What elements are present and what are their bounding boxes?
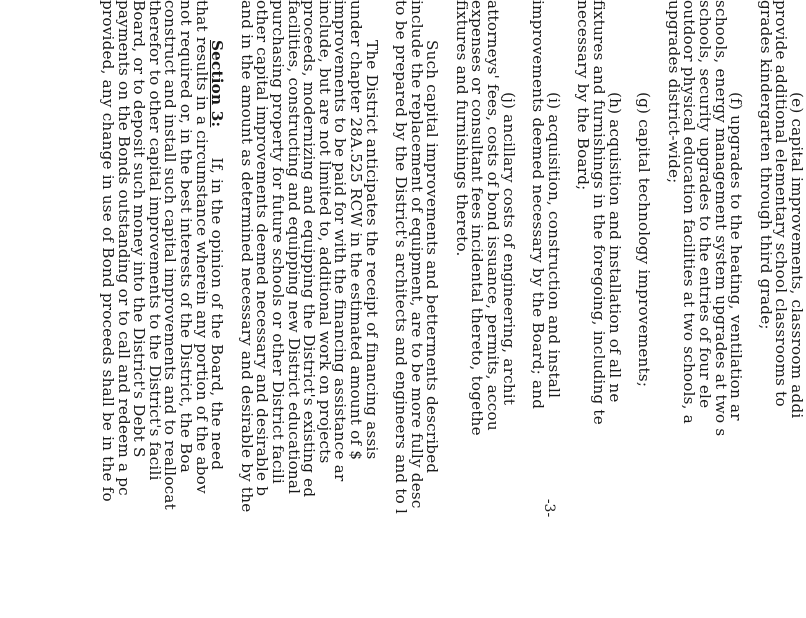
paragraph-i: [530, 0, 561, 618]
text-line: (h) acquisition and installation of all ne: [605, 92, 624, 403]
text-line: other capital improvements deemed necessary and desirable b: [253, 0, 272, 497]
text-line: and in the amount as determined necessary and desirable by the: [237, 0, 256, 513]
text-line: (g) capital technology improvements;: [635, 92, 654, 388]
text-line: Board, or to deposit such money into the District's Debt S: [130, 0, 149, 458]
rotated-text-block: [84, 0, 804, 618]
text-line: necessary by the Board;: [574, 0, 593, 191]
text-line: Such capital improvements and betterments described: [423, 40, 442, 474]
text-line: payments on the Bonds outstanding or to call and redeem a pc: [114, 0, 133, 496]
paragraph-h: [575, 0, 622, 618]
text-line: schools, security upgrades to the entries of four ele: [696, 0, 715, 409]
text-line: include the replacement of equipment, are to be more fully desc: [407, 0, 426, 509]
text-line: construct and install such capital improvements and to reallocat: [161, 0, 180, 510]
page-number: -3-: [541, 498, 558, 518]
section-3: [99, 0, 227, 618]
text-line: (f) upgrades to the heating, ventilation ar: [727, 92, 746, 421]
text-line: (e) capital improvements, classroom addi: [788, 92, 806, 419]
paragraph-f: [664, 0, 746, 618]
text-line: therefor to other capital improvements to the District's facili: [145, 0, 164, 481]
text-line: If, in the opinion of the Board, the need: [208, 157, 227, 471]
text-line: (i) acquisition, construction and install: [544, 92, 563, 399]
paragraph-e: [757, 0, 804, 618]
text-line: provide additional elementary school classrooms to: [772, 0, 791, 407]
text-line: provided, any change in use of Bond proceeds shall be in the fo: [99, 0, 118, 502]
text-line: outdoor physical education facilities at two schools, a: [680, 0, 699, 424]
text-line: facilities, constructing and equipping new District educational: [284, 0, 303, 495]
text-line: fixtures and furnishings thereto.: [452, 0, 471, 257]
text-line: that results in a circumstance wherein any portion of the abov: [192, 0, 211, 494]
paragraph-j: [452, 0, 518, 618]
text-line: include, but are not limited to, additional work on projects: [315, 0, 334, 464]
text-line: grades kindergarten through third grade;: [756, 0, 775, 330]
text-line: to be prepared by the District's architects and engineers and to l: [392, 0, 411, 515]
text-line: purchasing property for future schools or other District facili: [268, 0, 287, 484]
text-line: (j) ancillary costs of engineering, archit: [499, 92, 518, 406]
text-line: schools, energy management system upgrades at two s: [711, 0, 730, 437]
text-line: attorneys' fees, costs of bond issuance, permits, accou: [484, 0, 503, 431]
text-line: improvements deemed necessary by the Board; and: [529, 0, 548, 410]
section-heading: Section 3:: [208, 40, 227, 128]
paragraph-betterments: [393, 0, 440, 618]
text-line: not required or, in the best interests of the District, the Boa: [177, 0, 195, 474]
text-line: fixtures and furnishings in the foregoing, including te: [590, 0, 609, 425]
paragraph-financing: [237, 0, 381, 618]
paragraph-g: [636, 0, 652, 618]
text-line: upgrades district-wide;: [664, 0, 683, 184]
text-line: improvements to be paid for with the financing assistance ar: [331, 0, 350, 482]
text-line: expenses or consultant fees incidental thereto, togethe: [468, 0, 487, 436]
section-3-first-line: [209, 0, 225, 618]
text-line: proceeds, modernizing and equipping the District's existing ed: [300, 0, 319, 498]
text-line: under chapter 28A.525 RCW in the estimated amount of $: [346, 0, 365, 461]
text-line: The District anticipates the receipt of financing assis: [362, 40, 381, 460]
